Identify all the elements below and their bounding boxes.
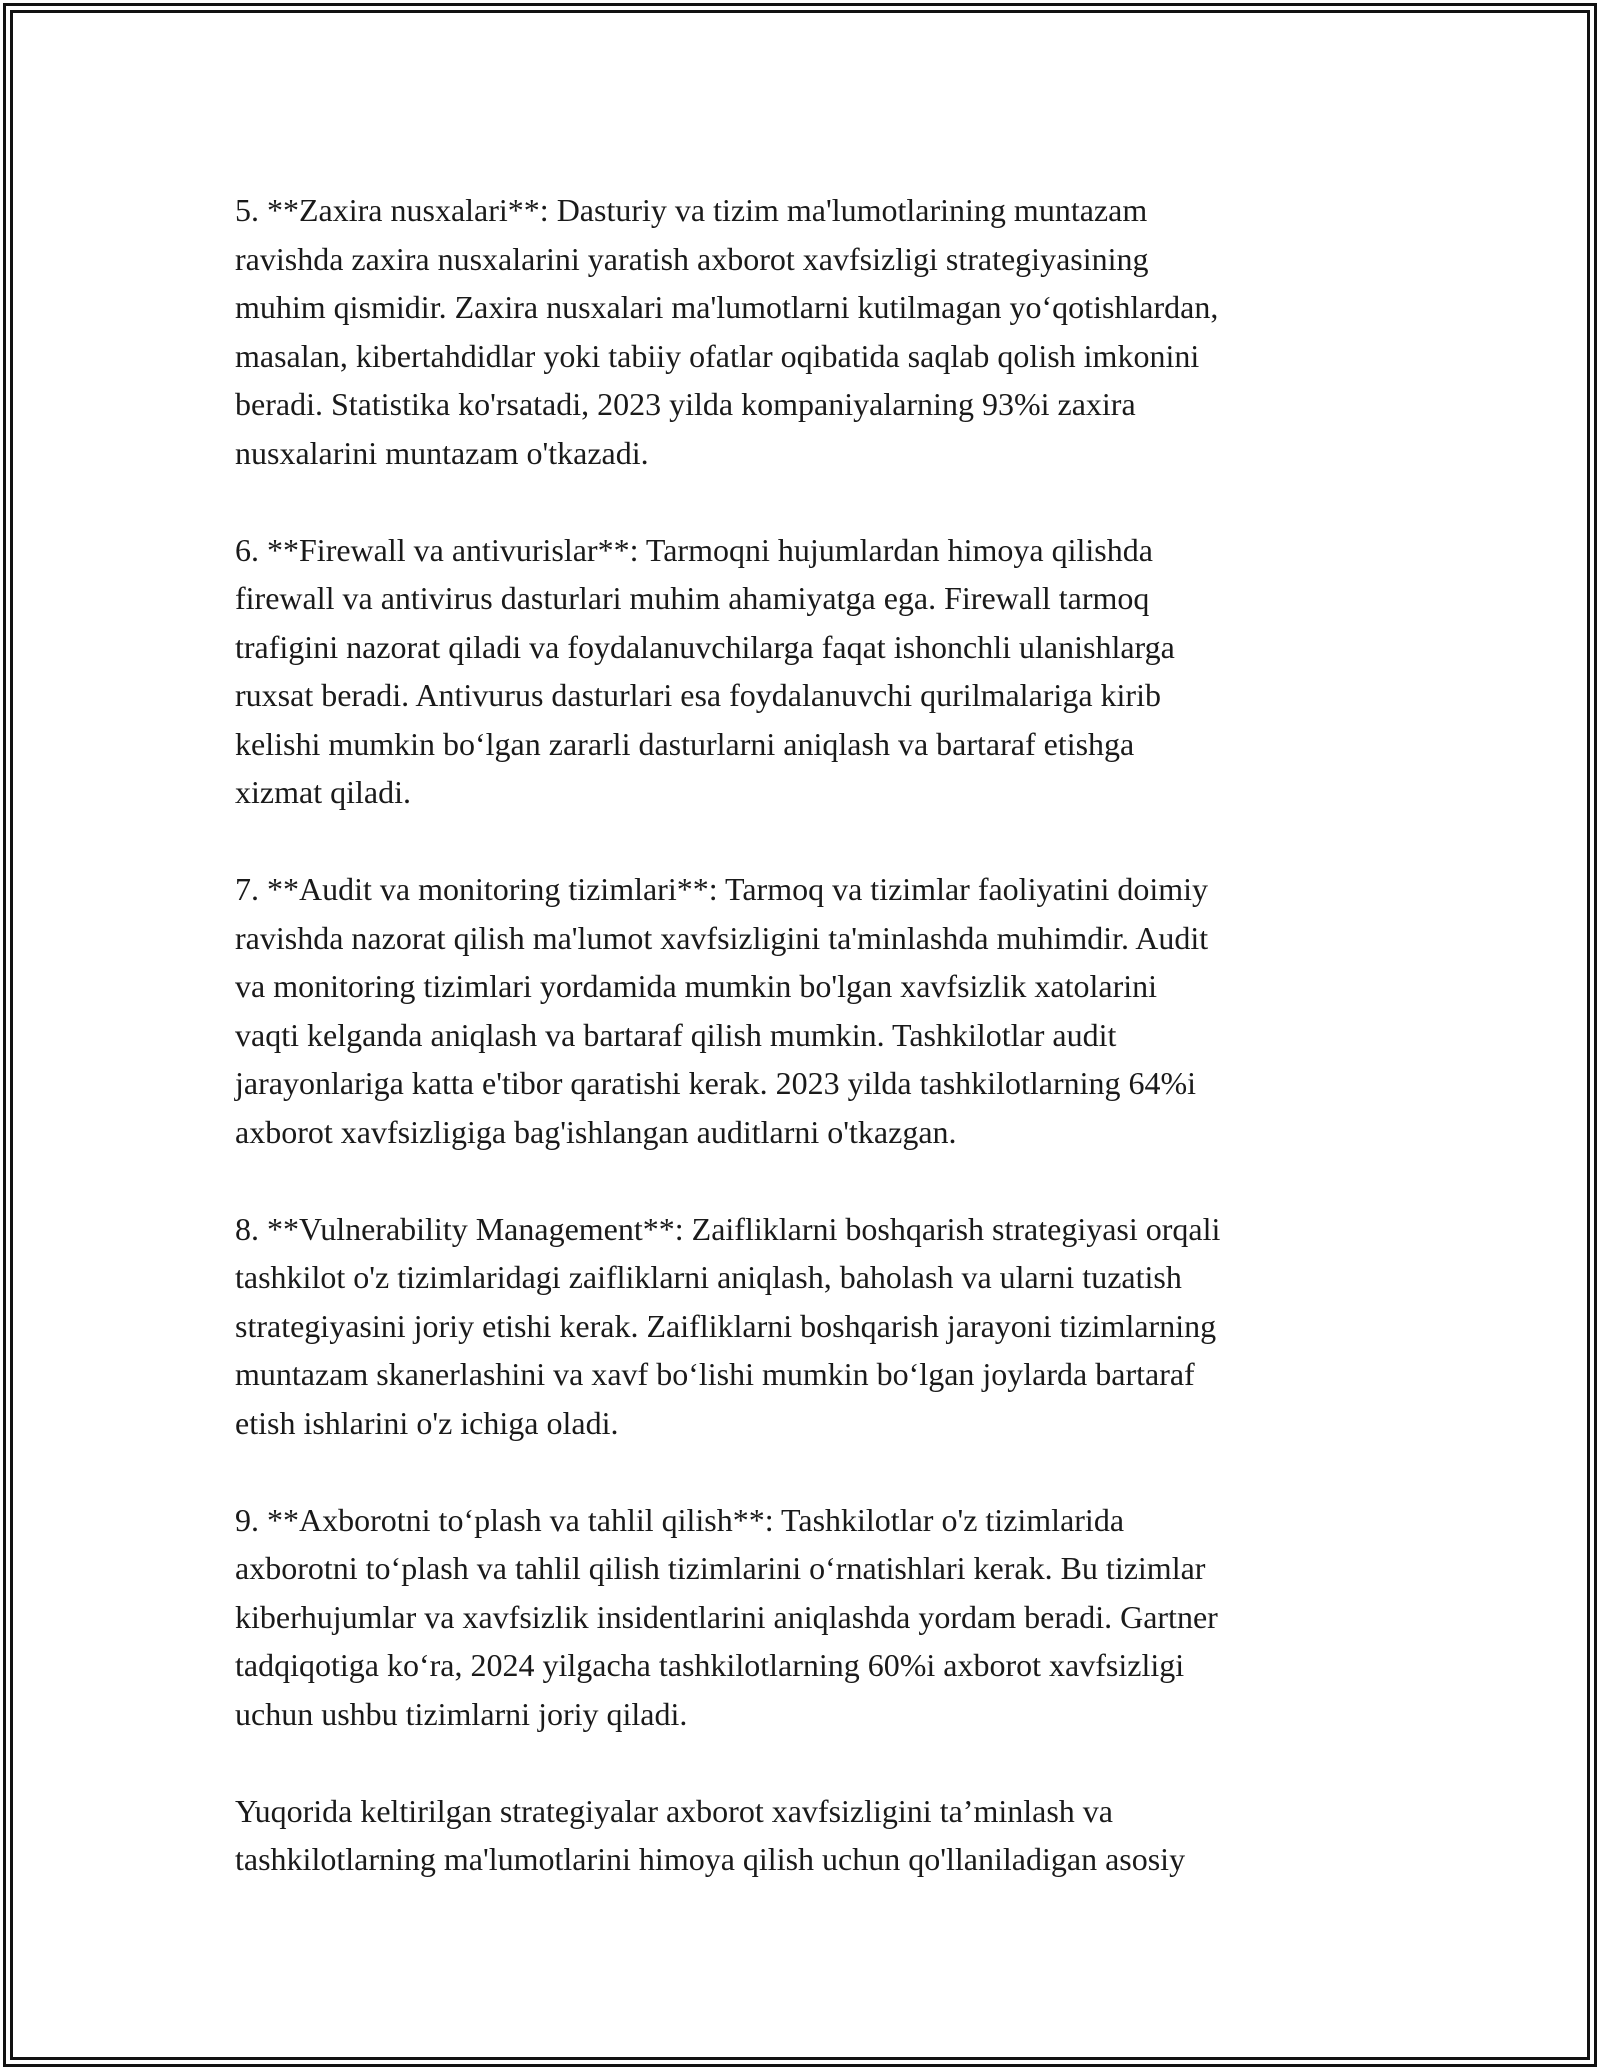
text-line: tashkilotlarning ma'lumotlarini himoya qilish uchun qo'llaniladigan asosiy [235, 1841, 1186, 1877]
paragraph-conclusion [235, 1787, 1385, 1884]
text-line: kelishi mumkin bo‘lgan zararli dasturlarni aniqlash va bartaraf etishga [235, 725, 1135, 762]
text-line: 8. **Vulnerability Management**: Zaifliklarni boshqarish strategiyasi orqali [235, 1210, 1221, 1247]
paragraph-backups [235, 186, 1385, 477]
text-line: muntazam skanerlashini va xavf bo‘lishi mumkin bo‘lgan joylarda bartaraf [235, 1356, 1195, 1392]
text-line: strategiyasini joriy etishi kerak. Zaifliklarni boshqarish jarayoni tizimlarning [235, 1307, 1217, 1344]
paragraph-firewall [235, 526, 1385, 817]
text-line: tadqiqotiga ko‘ra, 2024 yilgacha tashkilotlarning 60%i axborot xavfsizligi [235, 1647, 1185, 1683]
text-line: ruxsat beradi. Antivurus dasturlari esa foydalanuvchi qurilmalariga kirib [235, 677, 1161, 713]
text-line: kiberhujumlar va xavfsizlik insidentlarini aniqlashda yordam beradi. Gartner [235, 1598, 1218, 1635]
paragraph-analysis [235, 1496, 1385, 1739]
text-line: tashkilot o'z tizimlaridagi zaifliklarni aniqlash, baholash va ularni tuzatish [235, 1259, 1182, 1295]
paragraph-audit [235, 865, 1385, 1156]
text-line: xizmat qiladi. [235, 774, 411, 810]
text-line: axborot xavfsizligiga bag'ishlangan auditlarni o'tkazgan. [235, 1113, 957, 1150]
text-line: Yuqorida keltirilgan strategiyalar axborot xavfsizligini ta’minlash va [235, 1792, 1113, 1829]
text-line: 6. **Firewall va antivurislar**: Tarmoqni hujumlardan himoya qilishda [235, 531, 1153, 568]
text-line: beradi. Statistika ko'rsatadi, 2023 yilda kompaniyalarning 93%i zaxira [235, 386, 1136, 422]
text-line: masalan, kibertahdidlar yoki tabiiy ofatlar oqibatida saqlab qolish imkonini [235, 337, 1200, 374]
text-line: axborotni to‘plash va tahlil qilish tizimlarini o‘rnatishlari kerak. Bu tizimlar [235, 1550, 1206, 1586]
text-line: 5. **Zaxira nusxalari**: Dasturiy va tizim ma'lumotlarining muntazam [235, 192, 1148, 228]
text-line: uchun ushbu tizimlarni joriy qiladi. [235, 1695, 688, 1732]
text-line: ravishda zaxira nusxalarini yaratish axborot xavfsizligi strategiyasining [235, 240, 1149, 277]
text-line: va monitoring tizimlari yordamida mumkin bo'lgan xavfsizlik xatolarini [235, 968, 1158, 1004]
text-line: etish ishlarini o'z ichiga oladi. [235, 1404, 619, 1441]
text-line: 7. **Audit va monitoring tizimlari**: Tarmoq va tizimlar faoliyatini doimiy [235, 871, 1208, 907]
document-body [235, 186, 1385, 1932]
paragraph-vulnerability [235, 1205, 1385, 1448]
text-line: nusxalarini muntazam o'tkazadi. [235, 434, 649, 471]
text-line: 9. **Axborotni to‘plash va tahlil qilish**: Tashkilotlar o'z tizimlarida [235, 1501, 1125, 1538]
text-line: vaqti kelganda aniqlash va bartaraf qilish mumkin. Tashkilotlar audit [235, 1016, 1117, 1053]
text-line: firewall va antivirus dasturlari muhim ahamiyatga ega. Firewall tarmoq [235, 580, 1150, 616]
text-line: muhim qismidir. Zaxira nusxalari ma'lumotlarni kutilmagan yo‘qotishlardan, [235, 289, 1219, 325]
text-line: trafigini nazorat qiladi va foydalanuvchilarga faqat ishonchli ulanishlarga [235, 628, 1175, 665]
text-line: ravishda nazorat qilish ma'lumot xavfsizligini ta'minlashda muhimdir. Audit [235, 919, 1209, 956]
text-line: jarayonlariga katta e'tibor qaratishi kerak. 2023 yilda tashkilotlarning 64%i [235, 1065, 1197, 1101]
